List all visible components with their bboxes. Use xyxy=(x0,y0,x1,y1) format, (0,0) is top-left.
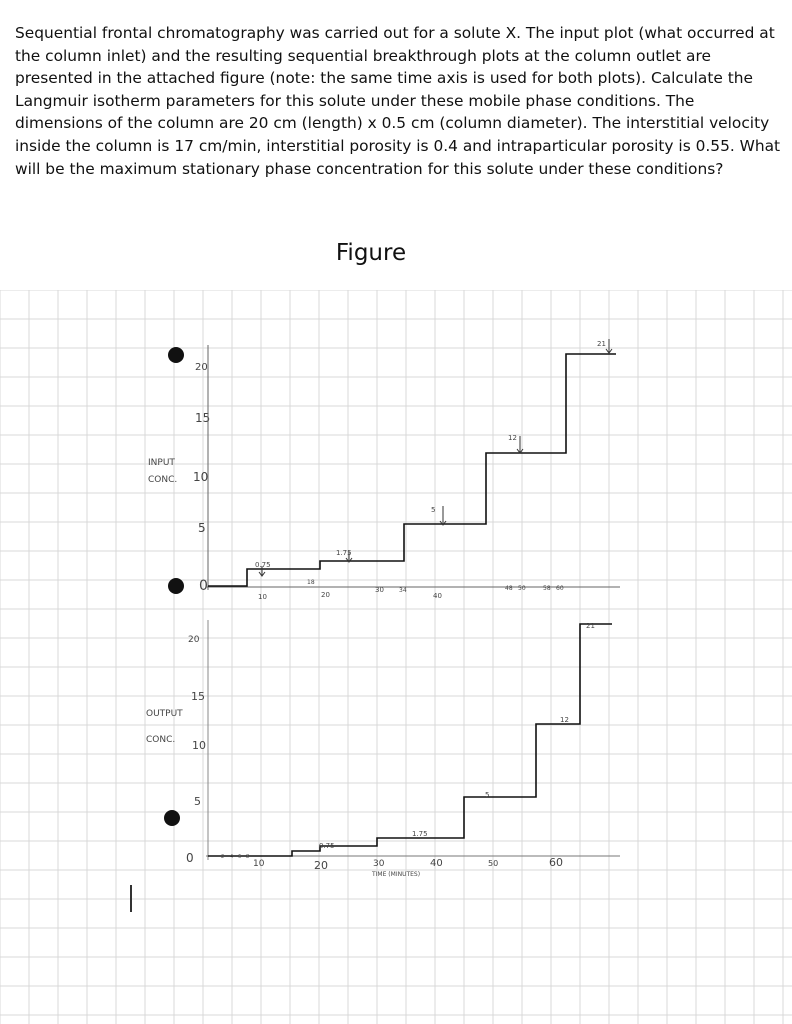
input-step-label: 21 xyxy=(597,340,606,348)
input-ytick: 20 xyxy=(195,362,208,373)
output-ytick: 0 xyxy=(186,851,194,865)
input-step-label: 12 xyxy=(508,434,517,442)
output-step-label: 0.75 xyxy=(319,842,335,850)
output-xtick: 10 xyxy=(253,859,265,869)
input-ylabel: INPUT xyxy=(148,458,175,468)
output-step-label: 1.75 xyxy=(412,830,428,838)
input-step-label: 5 xyxy=(431,506,436,514)
output-plot xyxy=(146,620,620,878)
output-xtick: 30 xyxy=(373,859,385,869)
output-step-line xyxy=(208,624,612,856)
bullet-dot xyxy=(168,578,184,594)
input-xtick: 30 xyxy=(375,586,384,594)
input-step-label: 0.75 xyxy=(255,561,271,569)
input-xtick: 10 xyxy=(258,593,267,601)
input-ytick: 5 xyxy=(198,521,206,535)
input-step-label: 18 xyxy=(307,579,315,586)
input-ytick: 15 xyxy=(195,411,211,425)
output-step-label: 5 xyxy=(485,791,490,799)
output-xtick: 2 xyxy=(221,854,225,860)
output-xtick: 4 xyxy=(230,854,234,860)
output-ylabel: CONC. xyxy=(146,735,176,745)
output-xtick: 40 xyxy=(430,858,443,869)
input-xtick: 20 xyxy=(321,591,330,599)
output-step-label: 21 xyxy=(586,622,595,630)
text-cursor xyxy=(130,885,132,912)
input-step-line xyxy=(208,354,616,586)
input-xtick: 34 xyxy=(399,587,407,594)
figure-title: Figure xyxy=(335,240,407,266)
input-xtick: 58 xyxy=(543,585,551,592)
bullet-dot xyxy=(168,347,184,363)
output-ytick: 5 xyxy=(194,795,201,808)
input-plot xyxy=(148,339,620,601)
output-xtick: 60 xyxy=(549,856,563,869)
output-ylabel: OUTPUT xyxy=(146,709,183,719)
input-xtick: 50 xyxy=(518,585,526,592)
output-xlabel: TIME (MINUTES) xyxy=(372,871,421,878)
input-step-arrows xyxy=(259,339,612,576)
input-xtick: 48 xyxy=(505,585,513,592)
output-ytick: 15 xyxy=(191,690,205,703)
input-ytick: 0 xyxy=(199,578,208,594)
output-ytick: 10 xyxy=(192,739,206,752)
bullet-dot xyxy=(164,810,180,826)
output-ytick: 20 xyxy=(188,635,200,645)
output-xtick: 50 xyxy=(488,859,499,868)
question-text: Sequential frontal chromatography was carried out for a solute X. The input plot (what occurred at the column inlet) and the resulting sequential breakthrough plots at the column outlet are presented in the attached figure (note: the same time axis is used for both plots). Calculate the Langmuir isotherm parameters for this solute under these mobile phase conditions. The dimensions of the column are 20 cm (length) x 0.5 cm (column diameter). The interstitial velocity inside the column is 17 cm/min, interstitial porosity is 0.4 and intraparticular porosity is 0.55. What will be the maximum stationary phase concentration for this solute under these conditions? xyxy=(15,24,781,178)
output-xtick: 6 xyxy=(238,854,242,860)
input-ytick: 10 xyxy=(193,470,209,484)
input-ylabel: CONC. xyxy=(148,475,178,485)
input-xtick: 40 xyxy=(433,592,442,600)
output-step-label: 12 xyxy=(560,716,569,724)
input-xtick: 60 xyxy=(556,585,564,592)
input-step-label: 1.75 xyxy=(336,549,352,557)
output-xtick: 20 xyxy=(314,859,328,872)
output-xtick: 8 xyxy=(246,854,250,860)
